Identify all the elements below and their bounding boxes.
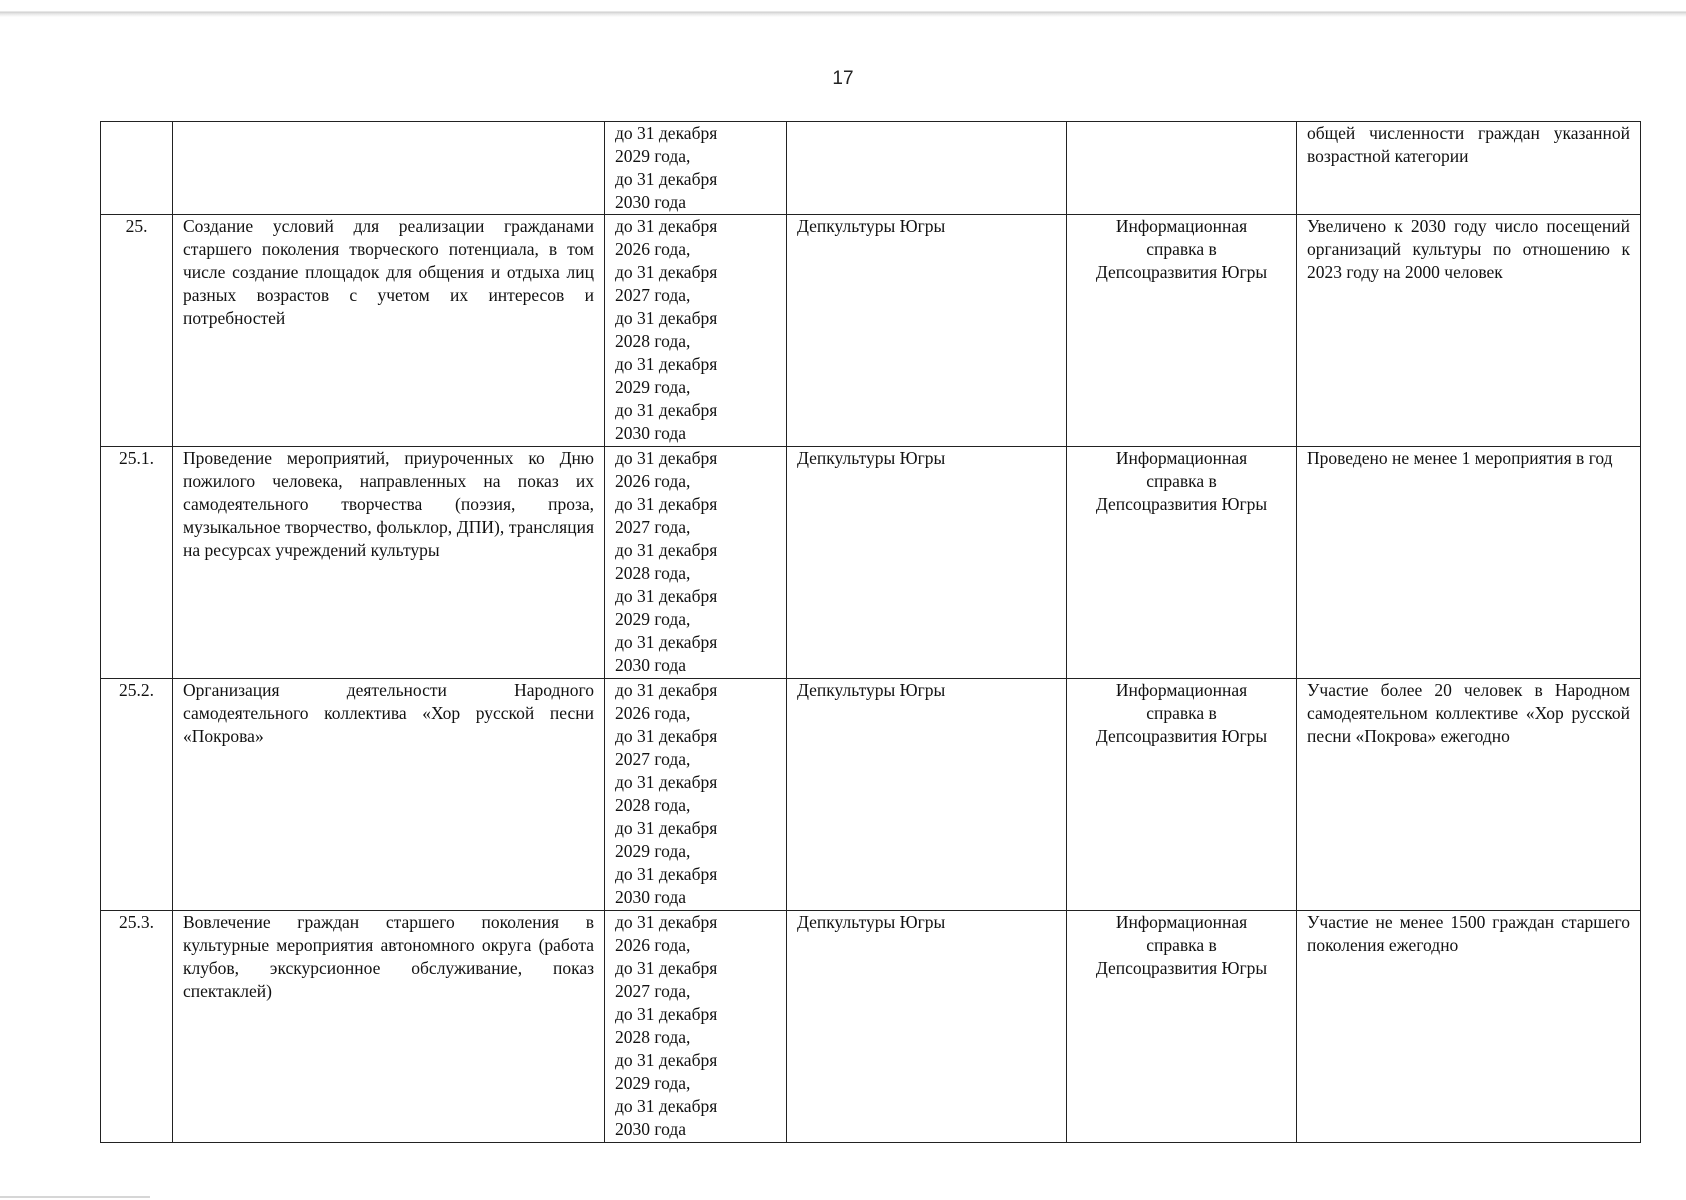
page-number: 17 [832,68,854,89]
expected-result-cell: Проведено не менее 1 мероприятия в год [1297,447,1641,679]
deadline-line: до 31 декабря [615,958,718,978]
deadline-line: до 31 декабря [615,726,718,746]
row-number-cell [101,122,173,215]
deadline-line: до 31 декабря [615,448,718,468]
deadline-line: до 31 декабря [615,586,718,606]
report-document-cell: Информационная справка в Депсоцразвития Югры [1067,447,1297,679]
report-document-cell: Информационная справка в Депсоцразвития Югры [1067,215,1297,447]
expected-result-cell: Участие более 20 человек в Народном самодеятельном коллективе «Хор русской песни «Покрова» ежегодно [1297,679,1641,911]
deadline-line: 2030 года [615,192,687,212]
deadline-line: 2026 года, [615,471,691,491]
executor-cell: Депкультуры Югры [787,215,1067,447]
executor-cell: Депкультуры Югры [787,679,1067,911]
deadline-line: 2028 года, [615,563,691,583]
table-row [101,679,1641,911]
deadline-line: до 31 декабря [615,1096,718,1116]
deadline-line: 2028 года, [615,1027,691,1047]
expected-result-cell: общей численности граждан указанной возрастной категории [1297,122,1641,215]
deadline-line: 2029 года, [615,609,691,629]
executor-cell: Депкультуры Югры [787,911,1067,1143]
deadline-line: 2029 года, [615,1073,691,1093]
deadline-line: до 31 декабря [615,632,718,652]
deadline-line: 2030 года [615,655,687,675]
row-number-cell: 25. [101,215,173,447]
table-row [101,215,1641,447]
deadline-line: 2027 года, [615,749,691,769]
deadline-line: до 31 декабря [615,864,718,884]
row-number-cell: 25.1. [101,447,173,679]
expected-result-cell: Увеличено к 2030 году число посещений организаций культуры по отношению к 2023 году на 2000 человек [1297,215,1641,447]
deadline-line: до 31 декабря [615,772,718,792]
row-number-cell: 25.2. [101,679,173,911]
deadline-line: 2026 года, [615,935,691,955]
deadline-line: до 31 декабря [615,494,718,514]
event-description-cell [173,122,605,215]
deadline-line: до 31 декабря [615,308,718,328]
deadline-cell [605,911,787,1143]
deadline-cell [605,447,787,679]
deadline-line: до 31 декабря [615,169,718,189]
table-row [101,122,1641,215]
deadline-line: до 31 декабря [615,400,718,420]
row-number-cell: 25.3. [101,911,173,1143]
report-document-cell: Информационная справка в Депсоцразвития Югры [1067,679,1297,911]
deadline-line: до 31 декабря [615,540,718,560]
scan-top-edge [0,0,1686,22]
deadline-line: 2030 года [615,423,687,443]
deadline-line: до 31 декабря [615,680,718,700]
deadline-line: 2026 года, [615,239,691,259]
deadline-cell [605,122,787,215]
deadline-line: до 31 декабря [615,818,718,838]
deadline-line: до 31 декабря [615,912,718,932]
deadline-line: 2029 года, [615,146,691,166]
deadline-line: 2027 года, [615,981,691,1001]
deadline-line: до 31 декабря [615,354,718,374]
scan-bottom-edge [0,1196,150,1198]
deadline-line: 2028 года, [615,795,691,815]
deadline-cell [605,215,787,447]
deadline-line: до 31 декабря [615,216,718,236]
deadline-line: 2027 года, [615,517,691,537]
deadline-line: 2028 года, [615,331,691,351]
deadline-line: 2029 года, [615,841,691,861]
event-description-cell: Проведение мероприятий, приуроченных ко Дню пожилого человека, направленных на показ их самодеятельного творчества (поэзия, проза, музыкальное творчество, фольклор, ДПИ), трансляция на ресурсах учреждений культуры [173,447,605,679]
deadline-line: до 31 декабря [615,262,718,282]
deadline-line: 2030 года [615,887,687,907]
deadline-line: 2026 года, [615,703,691,723]
deadline-line: 2029 года, [615,377,691,397]
deadline-line: до 31 декабря [615,123,718,143]
activities-table-body [101,122,1641,1143]
expected-result-cell: Участие не менее 1500 граждан старшего поколения ежегодно [1297,911,1641,1143]
deadline-line: 2030 года [615,1119,687,1139]
report-document-cell: Информационная справка в Депсоцразвития Югры [1067,911,1297,1143]
deadline-line: 2027 года, [615,285,691,305]
executor-cell: Депкультуры Югры [787,447,1067,679]
deadline-line: до 31 декабря [615,1050,718,1070]
deadline-cell [605,679,787,911]
event-description-cell: Создание условий для реализации гражданами старшего поколения творческого потенциала, в том числе создание площадок для общения и отдыха лиц разных возрастов с учетом их интересов и потребностей [173,215,605,447]
table-row [101,911,1641,1143]
activities-table [100,121,1641,1143]
deadline-line: до 31 декабря [615,1004,718,1024]
event-description-cell: Организация деятельности Народного самодеятельного коллектива «Хор русской песни «Покрова» [173,679,605,911]
report-document-cell [1067,122,1297,215]
event-description-cell: Вовлечение граждан старшего поколения в культурные мероприятия автономного округа (работа клубов, экскурсионное обслуживание, показ спектаклей) [173,911,605,1143]
table-row [101,447,1641,679]
executor-cell [787,122,1067,215]
